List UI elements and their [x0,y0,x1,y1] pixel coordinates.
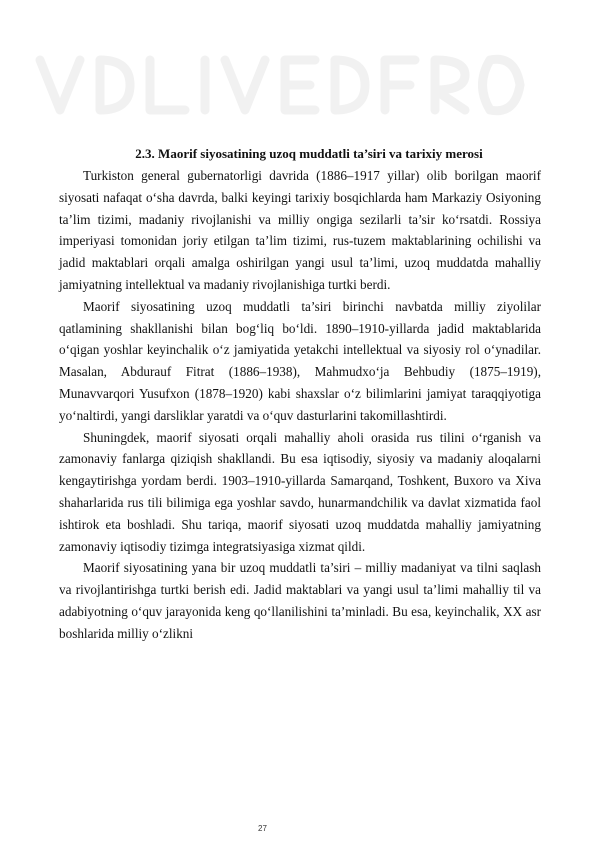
document-body [59,145,541,645]
paragraph-1: Turkiston general gubernatorligi davrida (1886–1917 yillar) olib borilgan maorif siyosati nafaqat o‘sha davrda, balki keyingi tarixiy bosqichlarda ham Markaziy Osiyoning ta’lim tizimi, madaniy rivojlanishi va milliy ongiga sezilarli ta’sir ko‘rsatdi. Rossiya imperiyasi tomonidan joriy etilgan ta’lim tizimi, rus-tuzem maktablarining ochilishi va jadid maktablari orqali amalga oshirilgan yangi usul ta’limi, uzoq muddatda mahalliy jamiyatning intellektual va madaniy rivojlanishiga turtki berdi. [59,168,541,292]
paragraph-4: Maorif siyosatining yana bir uzoq muddatli ta’siri – milliy madaniyat va tilni saqlash va rivojlantirishga turtki berish edi. Jadid maktablari va yangi usul ta’limi mahalliy til va adabiyotning o‘quv jarayonida keng qo‘llanilishini ta’minladi. Bu esa, keyinchalik, XX asr boshlarida milliy o‘zlikni [59,560,541,641]
paragraph-3: Shuningdek, maorif siyosati orqali mahalliy aholi orasida rus tilini o‘rganish va zamonaviy fanlarga qiziqish shakllandi. Bu esa iqtisodiy, siyosiy va madaniy aloqalarni kengaytirishga yordam berdi. 1903–1910-yillarda Samarqand, Toshkent, Buxoro va Xiva shaharlarida rus tili bilimiga ega yoshlar savdo, hunarmandchilik va davlat xizmatida faol ishtirok eta boshladi. Shu tariqa, maorif siyosati uzoq muddatda mahalliy jamiyatning zamonaviy iqtisodiy tizimga integratsiyasiga xizmat qildi. [59,429,541,554]
page-number: 27 [258,824,267,833]
section-heading: 2.3. Maorif siyosatining uzoq muddatli ta’siri va tarixiy merosi [135,146,483,161]
paragraph-2: Maorif siyosatining uzoq muddatli ta’siri birinchi navbatda milliy ziyolilar qatlamining shakllanishi bilan bog‘liq bo‘ldi. 1890–1910-yillarda jadid maktablarida o‘qigan yoshlar keyinchalik o‘z jamiyatida yetakchi intellektual va siyosiy rol o‘ynadilar. Masalan, Abdurauf Fitrat (1886–1938), Mahmudxo‘ja Behbudiy (1875–1919), Munavvarqori Yusufxon (1878–1920) kabi shaxslar o‘z bilimlarini jamiyat taraqqiyotiga yo‘naltirdi, yangi darsliklar yaratdi va o‘quv dasturlarini takomillashtirdi. [59,298,541,423]
